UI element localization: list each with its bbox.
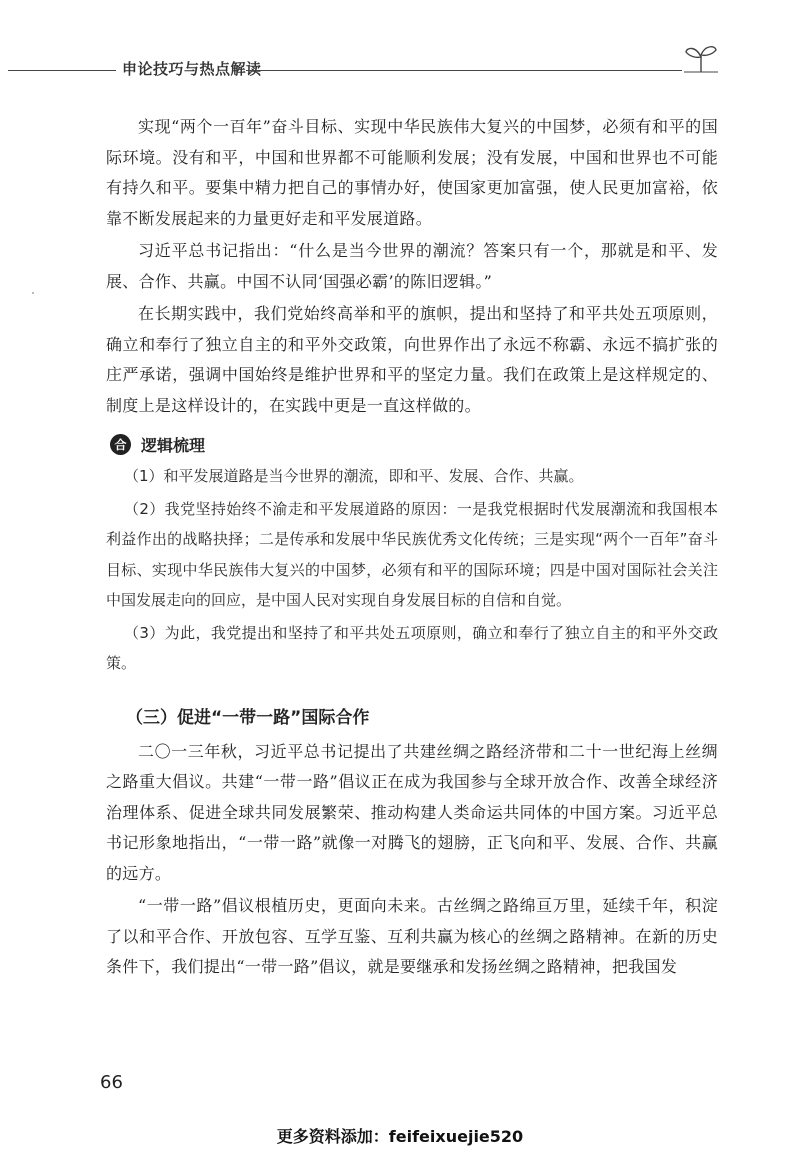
header-rule-left bbox=[8, 70, 116, 71]
body-paragraph: 在长期实践中，我们党始终高举和平的旗帜，提出和坚持了和平共处五项原则，确立和奉行了独立自主的和平外交政策，向世界作出了永远不称霸、永远不搞扩张的庄严承诺，强调中国始终是维护世界和平的坚定力量。我们在政策上是这样规定的、制度上是这样设计的，在实践中更是一直这样做的。 bbox=[106, 304, 718, 415]
logic-item: （1）和平发展道路是当今世界的潮流，即和平、发展、合作、共赢。 bbox=[124, 467, 584, 485]
logic-item: （2）我党坚持始终不渝走和平发展道路的原因：一是我党根据时代发展潮流和我国根本利益作出的战略抉择；二是传承和发展中华民族优秀文化传统；三是实现“两个一百年”奋斗目标、实现中华民族伟大复兴的中国梦，必须有和平的国际环境；四是中国对国际社会关注中国发展走向的回应，是中国人民对实现自身发展目标的自信和自觉。 bbox=[106, 499, 718, 609]
footer-note: 更多资料添加：feifeixuejie520 bbox=[276, 1127, 524, 1146]
page-number: 66 bbox=[100, 1072, 123, 1093]
logic-section-heading bbox=[110, 429, 718, 459]
running-header bbox=[0, 42, 800, 82]
body-paragraph: “一带一路”倡议根植历史，更面向未来。古丝绸之路绵亘万里，延续千年，积淀了以和平合作、开放包容、互学互鉴、互利共赢为核心的丝绸之路精神。在新的历史条件下，我们提出“一带一路”倡议，就是要继承和发扬丝绸之路精神，把我国发 bbox=[106, 896, 718, 976]
logic-section-title: 逻辑梳理 bbox=[141, 435, 206, 455]
subsection-title: （三）促进“一带一路”国际合作 bbox=[126, 707, 370, 728]
body-paragraph: 二〇一三年秋，习近平总书记提出了共建丝绸之路经济带和二十一世纪海上丝绸之路重大倡议。共建“一带一路”倡议正在成为我国参与全球开放合作、改善全球经济治理体系、促进全球共同发展繁荣、推动构建人类命运共同体的中国方案。习近平总书记形象地指出，“一带一路”就像一对腾飞的翅膀，正飞向和平、发展、合作、共赢的远方。 bbox=[106, 741, 718, 883]
header-title: 申论技巧与热点解读 bbox=[122, 60, 262, 78]
logic-item: （3）为此，我党提出和坚持了和平共处五项原则，确立和奉行了独立自主的和平外交政策。 bbox=[106, 623, 718, 672]
page-body bbox=[106, 112, 718, 983]
body-paragraph: 实现“两个一百年”奋斗目标、实现中华民族伟大复兴的中国梦，必须有和平的国际环境。没有和平，中国和世界都不可能顺利发展；没有发展，中国和世界也不可能有持久和平。要集中精力把自己的事情办好，使国家更加富强，使人民更加富裕，依靠不断发展起来的力量更好走和平发展道路。 bbox=[106, 117, 718, 228]
body-paragraph: 习近平总书记指出：“什么是当今世界的潮流？答案只有一个，那就是和平、发展、合作、共赢。中国不认同‘国强必霸’的陈旧逻辑。” bbox=[106, 241, 718, 291]
sprout-icon bbox=[684, 42, 718, 74]
logic-badge-icon: 合 bbox=[110, 434, 131, 455]
header-rule-right bbox=[246, 70, 682, 71]
scan-speck bbox=[32, 292, 34, 294]
